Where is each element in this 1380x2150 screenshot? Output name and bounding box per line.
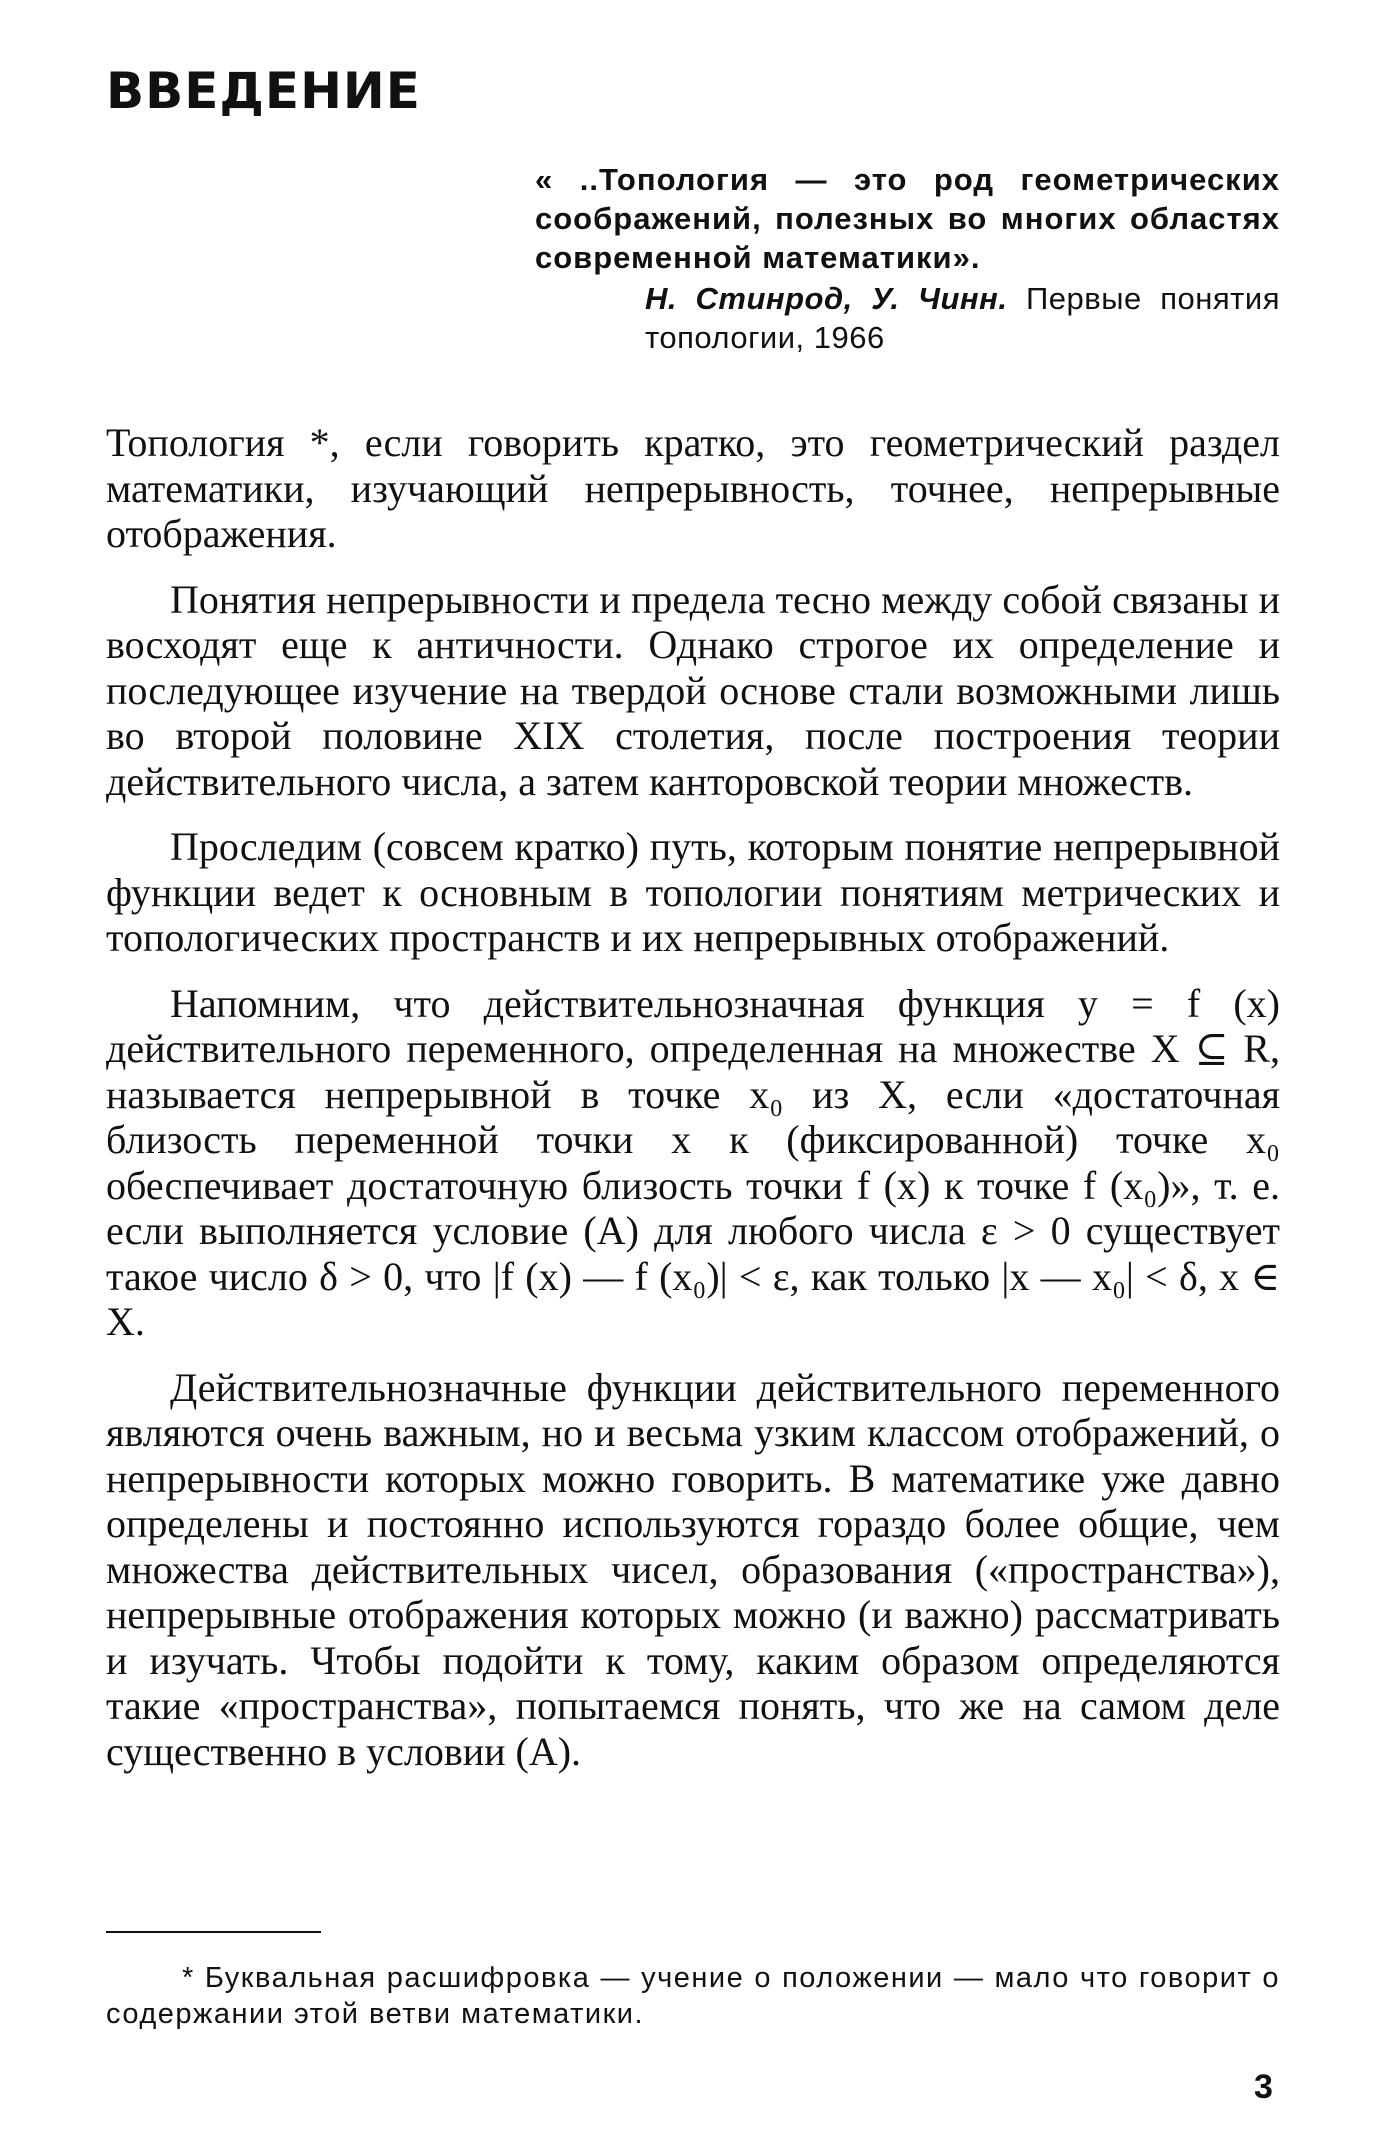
epigraph-quote: « ..Топология — это род геометрических соображений, полезных во многих областях современной математики». [535,162,1280,275]
paragraph-4: Напомним, что действительнозначная функция y = f (x) действительного переменного, определенная на множестве X ⊆ R, называется непрерывной в точке x₀ из X, если «достаточная близость переменной точки x к (фиксированной) точке x₀ обеспечивает достаточную близость точки f (x) к точке f (x₀)», т. е. если выполняется условие (A) для любого числа ε > 0 существует такое число δ > 0, что |f (x) — f (x₀)| < ε, как только |x — x₀| < δ, x ∈ X. [106,980,1280,1344]
main-text [106,420,1280,1794]
epigraph-authors: Н. Стинрод, У. Чинн. [645,281,1008,316]
footnote: * Буквальная расшифровка — учение о положении — мало что говорит о содержании этой ветви математики. [106,1962,1280,2030]
paragraph-2: Понятия непрерывности и предела тесно между собой связаны и восходят еще к античности. Однако строгое их определение и последующее изучение на твердой основе стали возможными лишь во второй половине XIX столетия, после построения теории действительного числа, а затем канторовской теории множеств. [106,576,1280,804]
epigraph-attribution [645,279,1280,357]
chapter-heading: ВВЕДЕНИЕ [106,62,421,120]
epigraph-source: Первые понятия топологии, 1966 [645,281,1280,355]
footnote-divider [106,1931,321,1933]
paragraph-3: Проследим (совсем кратко) путь, которым понятие непрерывной функции ведет к основным в топологии понятиям метрических и топологических пространств и их непрерывных отображений. [106,824,1280,960]
page-number: 3 [1254,2068,1273,2106]
paragraph-5: Действительнозначные функции действительного переменного являются очень важным, но и весьма узким классом отображений, о непрерывности которых можно говорить. В математике уже давно определены и постоянно используются гораздо более общие, чем множества действительных чисел, образования («пространства»), непрерывные отображения которых можно (и важно) рассматривать и изучать. Чтобы подойти к тому, каким образом определяются такие «пространства», попытаемся понять, что же на самом деле существенно в условии (A). [106,1364,1280,1774]
paragraph-1: Топология *, если говорить кратко, это геометрический раздел математики, изучающий непрерывность, точнее, непрерывные отображения. [106,420,1280,556]
epigraph [535,160,1280,357]
